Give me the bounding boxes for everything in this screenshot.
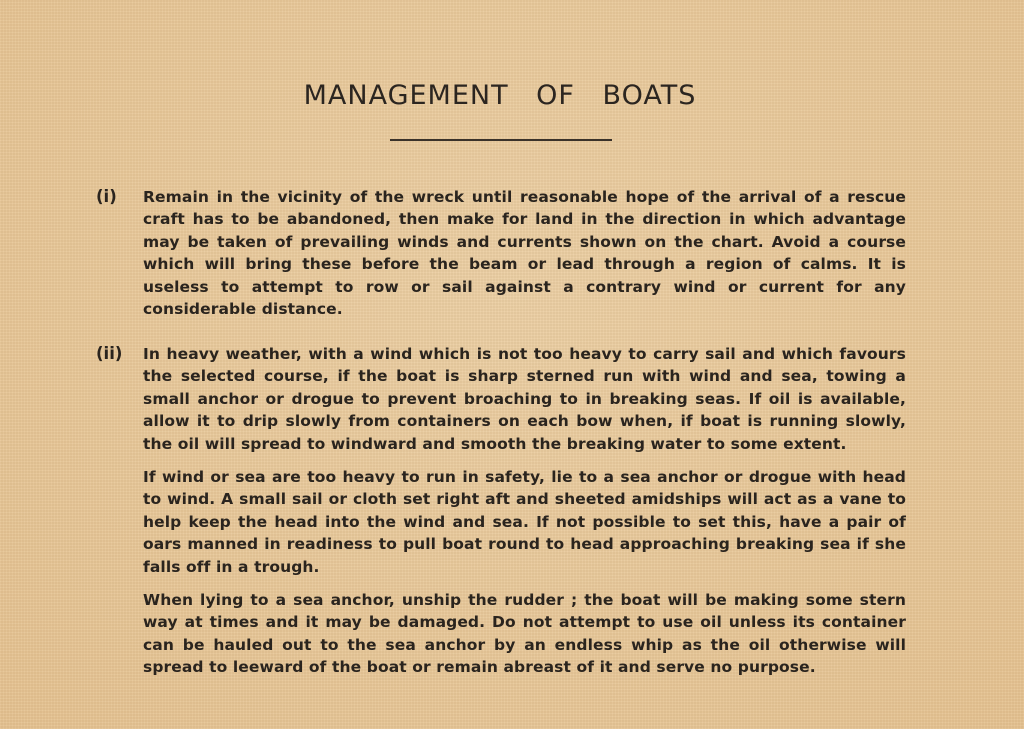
item-number: (ii) — [96, 344, 123, 363]
paragraph: When lying to a sea anchor, unship the rudder ; the boat will be making some stern way at times and it may be damaged. Do not attempt to use oil unless its container can be hauled out to the sea anchor by an endless whip as the oil otherwise will spread to leeward of the boat or remain abreast of it and serve no purpose. — [143, 591, 906, 677]
list-item — [96, 343, 906, 679]
title-underline — [390, 139, 612, 141]
paragraph: In heavy weather, with a wind which is not too heavy to carry sail and which favours the selected course, if the boat is sharp sterned run with wind and sea, towing a small anchor or drogue to prevent broaching to in breaking seas. If oil is available, allow it to drip slowly from containers on each bow when, if boat is running slowly, the oil will spread to windward and smooth the breaking water to some extent. — [143, 345, 906, 453]
paragraph: Remain in the vicinity of the wreck until reasonable hope of the arrival of a rescue craft has to be abandoned, then make for land in the direction in which advantage may be taken of prevailing winds and currents shown on the chart. Avoid a course which will bring these before the beam or lead through a region of calms. It is useless to attempt to row or sail against a contrary wind or current for any considerable distance. — [143, 188, 906, 319]
page-title: MANAGEMENT OF BOATS — [303, 80, 697, 111]
paragraph: If wind or sea are too heavy to run in safety, lie to a sea anchor or drogue with head to wind. A small sail or cloth set right aft and sheeted amidships will act as a vane to help keep the head into the wind and sea. If not possible to set this, have a pair of oars manned in readiness to pull boat round to head approaching breaking sea if she falls off in a trough. — [143, 468, 906, 576]
item-number: (i) — [96, 187, 117, 206]
list-item — [96, 186, 906, 320]
